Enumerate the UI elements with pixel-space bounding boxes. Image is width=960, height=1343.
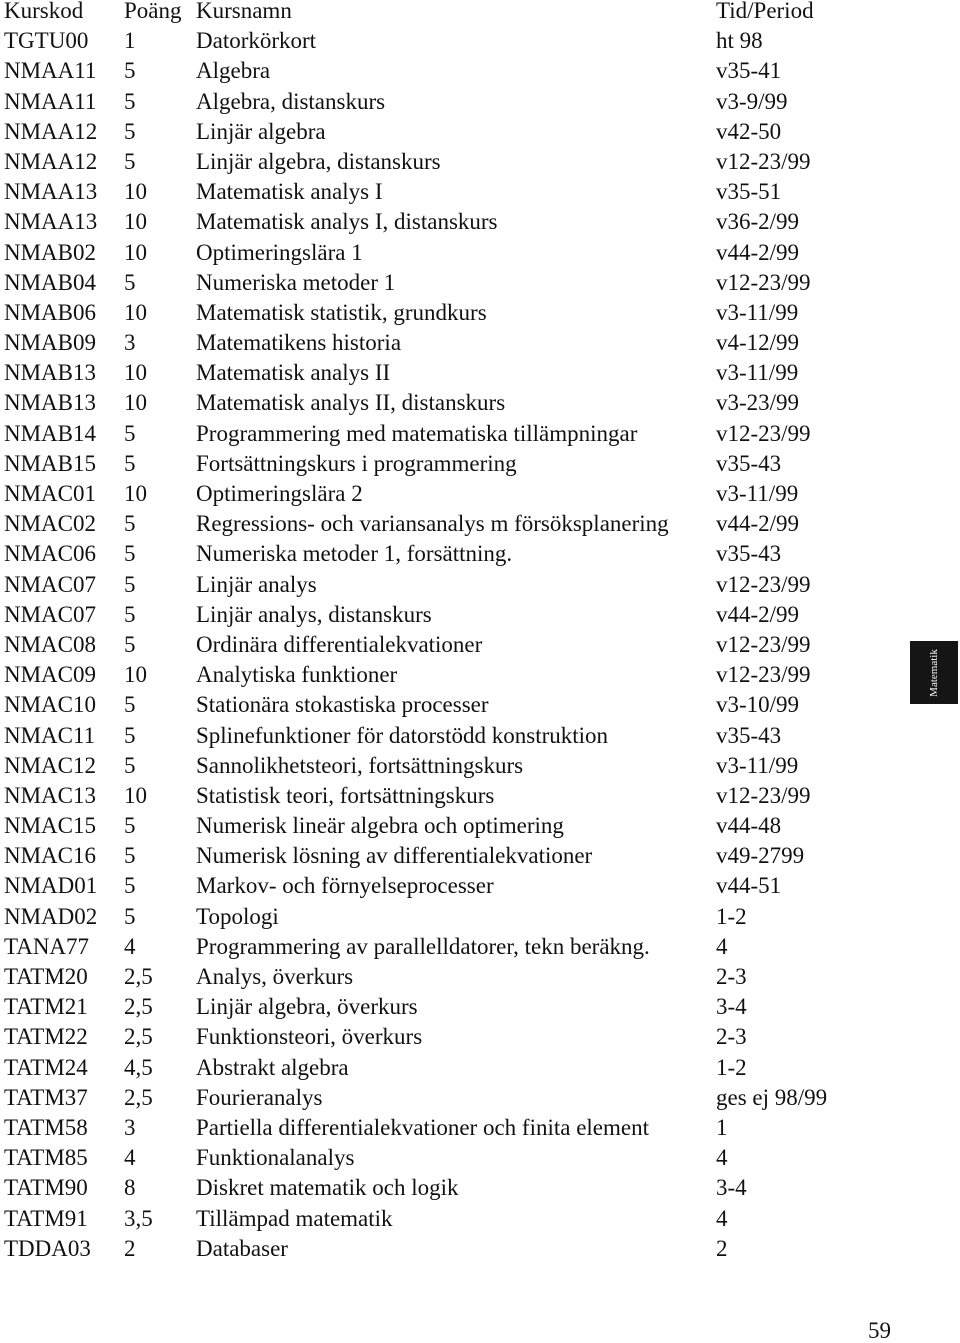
course-name: Fourieranalys <box>196 1084 323 1110</box>
course-period: v35-43 <box>716 722 782 748</box>
course-points: 5 <box>124 118 136 144</box>
course-period: v12-23/99 <box>716 631 811 657</box>
course-name: Tillämpad matematik <box>196 1205 393 1231</box>
course-code: NMAB15 <box>4 450 97 476</box>
course-name: Sannolikhetsteori, fortsättningskurs <box>196 752 524 778</box>
course-points: 5 <box>124 88 136 114</box>
course-code: TATM91 <box>4 1205 88 1231</box>
table-row <box>0 815 900 845</box>
course-points: 5 <box>124 601 136 627</box>
course-period: v44-2/99 <box>716 511 800 537</box>
course-code: NMAC06 <box>4 541 97 567</box>
course-points: 5 <box>124 692 136 718</box>
table-row <box>0 631 900 664</box>
table-row <box>0 60 900 90</box>
course-code: TDDA03 <box>4 1235 91 1261</box>
course-code: TATM20 <box>4 964 88 989</box>
course-name: Stationära stokastiska processer <box>196 692 489 718</box>
course-period: v44-48 <box>716 813 782 839</box>
table-row <box>0 148 900 181</box>
header-course-code: Kurskod <box>4 0 84 23</box>
section-tab <box>910 641 958 704</box>
course-name: Matematisk analys II, distanskurs <box>196 390 506 416</box>
course-name: Matematisk analys I, distanskurs <box>196 209 498 235</box>
course-points: 5 <box>124 813 136 839</box>
course-code: NMAC02 <box>4 511 97 537</box>
course-period: v35-51 <box>716 179 782 205</box>
table-row <box>0 88 900 121</box>
course-name: Algebra, distanskurs <box>196 88 386 114</box>
course-points: 2,5 <box>124 1024 153 1050</box>
course-period: v42-50 <box>716 118 782 144</box>
course-points: 5 <box>124 752 136 778</box>
table-row <box>0 1205 900 1238</box>
table-row <box>0 694 900 724</box>
course-name: Algebra <box>196 58 271 84</box>
table-row <box>0 996 900 1026</box>
course-points: 5 <box>124 511 136 537</box>
course-points: 3 <box>124 1114 136 1140</box>
course-period: v4-12/99 <box>716 330 800 356</box>
table-row <box>0 420 900 453</box>
course-name: Topologi <box>196 903 279 929</box>
table-row <box>0 1084 900 1117</box>
table-row <box>0 1177 900 1207</box>
course-points: 2,5 <box>124 994 153 1020</box>
course-name: Optimeringslära 2 <box>196 481 363 506</box>
course-period: v49-2799 <box>716 843 805 869</box>
course-period: ht 98 <box>716 28 763 54</box>
table-row <box>0 211 900 241</box>
header-points: Poäng <box>124 0 182 23</box>
course-period: v12-23/99 <box>716 148 811 174</box>
course-points: 10 <box>124 481 147 506</box>
course-period: v12-23/99 <box>716 420 811 446</box>
course-period: v3-11/99 <box>716 481 799 506</box>
table-row <box>0 30 900 60</box>
course-points: 10 <box>124 360 147 386</box>
course-points: 5 <box>124 58 136 84</box>
table-row <box>0 782 900 815</box>
course-points: 10 <box>124 209 147 235</box>
course-points: 5 <box>124 571 136 597</box>
course-period: 2-3 <box>716 964 747 989</box>
table-row <box>0 1054 900 1087</box>
table-row <box>0 392 900 422</box>
course-period: v35-41 <box>716 58 782 84</box>
course-period: ges ej 98/99 <box>716 1084 828 1110</box>
course-period: v44-2/99 <box>716 601 800 627</box>
course-period: v36-2/99 <box>716 209 800 235</box>
course-name: Programmering med matematiska tillämpningar <box>196 420 638 446</box>
course-period: 1-2 <box>716 903 747 929</box>
course-points: 10 <box>124 782 147 808</box>
course-points: 10 <box>124 662 147 688</box>
course-code: TGTU00 <box>4 28 89 54</box>
course-points: 4,5 <box>124 1054 153 1080</box>
course-points: 5 <box>124 903 136 929</box>
course-points: 4 <box>124 1145 136 1171</box>
page-number: 59 <box>868 1318 891 1343</box>
course-points: 4 <box>124 933 136 959</box>
course-points: 5 <box>124 541 136 567</box>
course-code: NMAD01 <box>4 873 98 899</box>
course-name: Databaser <box>196 1235 288 1261</box>
table-row <box>0 1235 900 1268</box>
course-code: TATM37 <box>4 1084 88 1110</box>
table-row <box>0 118 900 151</box>
course-name: Statistisk teori, fortsättningskurs <box>196 782 495 808</box>
course-points: 5 <box>124 873 136 899</box>
table-row <box>0 903 900 936</box>
table-row <box>0 181 900 211</box>
course-code: NMAB02 <box>4 239 97 265</box>
table-row <box>0 269 900 302</box>
course-name: Matematikens historia <box>196 330 402 356</box>
course-code: TATM21 <box>4 994 88 1020</box>
table-row <box>0 875 900 905</box>
course-code: NMAA11 <box>4 88 97 114</box>
course-points: 5 <box>124 450 136 476</box>
course-period: v35-43 <box>716 541 782 567</box>
course-name: Numeriska metoder 1 <box>196 269 396 295</box>
course-period: v44-2/99 <box>716 239 800 265</box>
table-row <box>0 543 900 573</box>
course-period: 4 <box>716 1145 728 1171</box>
course-code: NMAC13 <box>4 782 97 808</box>
course-points: 10 <box>124 239 147 265</box>
course-name: Linjär algebra, distanskurs <box>196 148 441 174</box>
course-period: v3-10/99 <box>716 692 800 718</box>
course-code: NMAC08 <box>4 631 97 657</box>
course-points: 5 <box>124 631 136 657</box>
course-period: 2 <box>716 1235 728 1261</box>
course-code: NMAA13 <box>4 179 98 205</box>
course-name: Numeriska metoder 1, forsättning. <box>196 541 513 567</box>
course-points: 5 <box>124 843 136 869</box>
table-row <box>0 601 900 634</box>
course-name: Analytiska funktioner <box>196 662 398 688</box>
header-course-name: Kursnamn <box>196 0 292 23</box>
course-code: TATM85 <box>4 1145 88 1171</box>
table-row <box>0 332 900 362</box>
course-code: NMAC01 <box>4 481 97 506</box>
course-period: 2-3 <box>716 1024 747 1050</box>
course-period: v12-23/99 <box>716 571 811 597</box>
course-name: Programmering av parallelldatorer, tekn beräkng. <box>196 933 650 959</box>
course-period: v3-23/99 <box>716 390 800 416</box>
course-points: 5 <box>124 269 136 295</box>
table-body <box>0 30 900 1268</box>
course-code: TATM58 <box>4 1114 88 1140</box>
course-name: Fortsättningskurs i programmering <box>196 450 517 476</box>
course-period: 4 <box>716 933 728 959</box>
course-name: Analys, överkurs <box>196 964 354 989</box>
course-period: 1-2 <box>716 1054 747 1080</box>
course-points: 10 <box>124 179 147 205</box>
course-name: Linjär analys <box>196 571 317 597</box>
table-row <box>0 1114 900 1147</box>
table-row <box>0 933 900 966</box>
course-name: Matematisk statistik, grundkurs <box>196 299 487 325</box>
course-code: NMAB09 <box>4 330 97 356</box>
course-code: NMAA11 <box>4 58 97 84</box>
table-row <box>0 1147 900 1177</box>
course-points: 5 <box>124 722 136 748</box>
table-row <box>0 664 900 694</box>
course-period: v12-23/99 <box>716 662 811 688</box>
course-name: Optimeringslära 1 <box>196 239 363 265</box>
course-name: Numerisk lineär algebra och optimering <box>196 813 564 839</box>
course-name: Abstrakt algebra <box>196 1054 349 1080</box>
course-name: Funktionsteori, överkurs <box>196 1024 423 1050</box>
course-points: 3,5 <box>124 1205 153 1231</box>
course-period: v3-11/99 <box>716 360 799 386</box>
course-code: NMAC16 <box>4 843 97 869</box>
table-row <box>0 513 900 543</box>
course-period: v3-11/99 <box>716 299 799 325</box>
course-period: 3-4 <box>716 1175 747 1201</box>
course-name: Linjär analys, distanskurs <box>196 601 432 627</box>
course-code: TATM22 <box>4 1024 88 1050</box>
course-code: NMAA12 <box>4 148 98 174</box>
table-row <box>0 1026 900 1056</box>
course-code: TATM90 <box>4 1175 88 1201</box>
course-code: NMAB13 <box>4 390 97 416</box>
course-period: 1 <box>716 1114 728 1140</box>
table-row <box>0 845 900 875</box>
table-row <box>0 752 900 785</box>
course-name: Diskret matematik och logik <box>196 1175 459 1201</box>
course-code: NMAB14 <box>4 420 97 446</box>
course-points: 2 <box>124 1235 136 1261</box>
course-period: v44-51 <box>716 873 782 899</box>
course-name: Markov- och förnyelseprocesser <box>196 873 494 899</box>
course-name: Linjär algebra, överkurs <box>196 994 418 1020</box>
course-period: v3-9/99 <box>716 88 788 114</box>
course-code: NMAA13 <box>4 209 98 235</box>
course-code: NMAC10 <box>4 692 97 718</box>
course-name: Matematisk analys II <box>196 360 391 386</box>
course-name: Matematisk analys I <box>196 179 383 205</box>
course-code: NMAA12 <box>4 118 98 144</box>
table-row <box>0 966 900 996</box>
course-period: v12-23/99 <box>716 782 811 808</box>
course-code: NMAD02 <box>4 903 98 929</box>
course-code: NMAC09 <box>4 662 97 688</box>
course-points: 2,5 <box>124 964 153 989</box>
table-row <box>0 571 900 604</box>
table-row <box>0 299 900 332</box>
table-row <box>0 483 900 513</box>
course-period: v35-43 <box>716 450 782 476</box>
course-code: NMAC07 <box>4 571 97 597</box>
course-code: NMAC12 <box>4 752 97 778</box>
course-name: Numerisk lösning av differentialekvationer <box>196 843 593 869</box>
table-row <box>0 450 900 483</box>
table-header <box>0 0 900 30</box>
table-row <box>0 722 900 755</box>
course-points: 5 <box>124 420 136 446</box>
section-tab-label: Matematik <box>928 648 940 697</box>
course-name: Ordinära differentialekvationer <box>196 631 483 657</box>
course-name: Splinefunktioner för datorstödd konstruktion <box>196 722 609 748</box>
course-points: 10 <box>124 299 147 325</box>
course-period: v12-23/99 <box>716 269 811 295</box>
table-row <box>0 239 900 272</box>
course-code: NMAB13 <box>4 360 97 386</box>
course-name: Linjär algebra <box>196 118 326 144</box>
course-points: 8 <box>124 1175 136 1201</box>
course-period: 3-4 <box>716 994 747 1020</box>
course-points: 5 <box>124 148 136 174</box>
course-code: NMAC07 <box>4 601 97 627</box>
course-period: v3-11/99 <box>716 752 799 778</box>
course-code: NMAB06 <box>4 299 97 325</box>
course-points: 3 <box>124 330 136 356</box>
course-code: TATM24 <box>4 1054 88 1080</box>
course-code: NMAC11 <box>4 722 96 748</box>
course-name: Regressions- och variansanalys m försöksplanering <box>196 511 669 537</box>
course-points: 2,5 <box>124 1084 153 1110</box>
course-period: 4 <box>716 1205 728 1231</box>
course-name: Funktionalanalys <box>196 1145 355 1171</box>
course-points: 1 <box>124 28 136 54</box>
course-name: Partiella differentialekvationer och finita element <box>196 1114 649 1140</box>
course-code: NMAB04 <box>4 269 97 295</box>
course-points: 10 <box>124 390 147 416</box>
course-code: NMAC15 <box>4 813 97 839</box>
course-code: TANA77 <box>4 933 90 959</box>
table-row <box>0 362 900 392</box>
course-name: Datorkörkort <box>196 28 317 54</box>
header-period: Tid/Period <box>716 0 814 23</box>
